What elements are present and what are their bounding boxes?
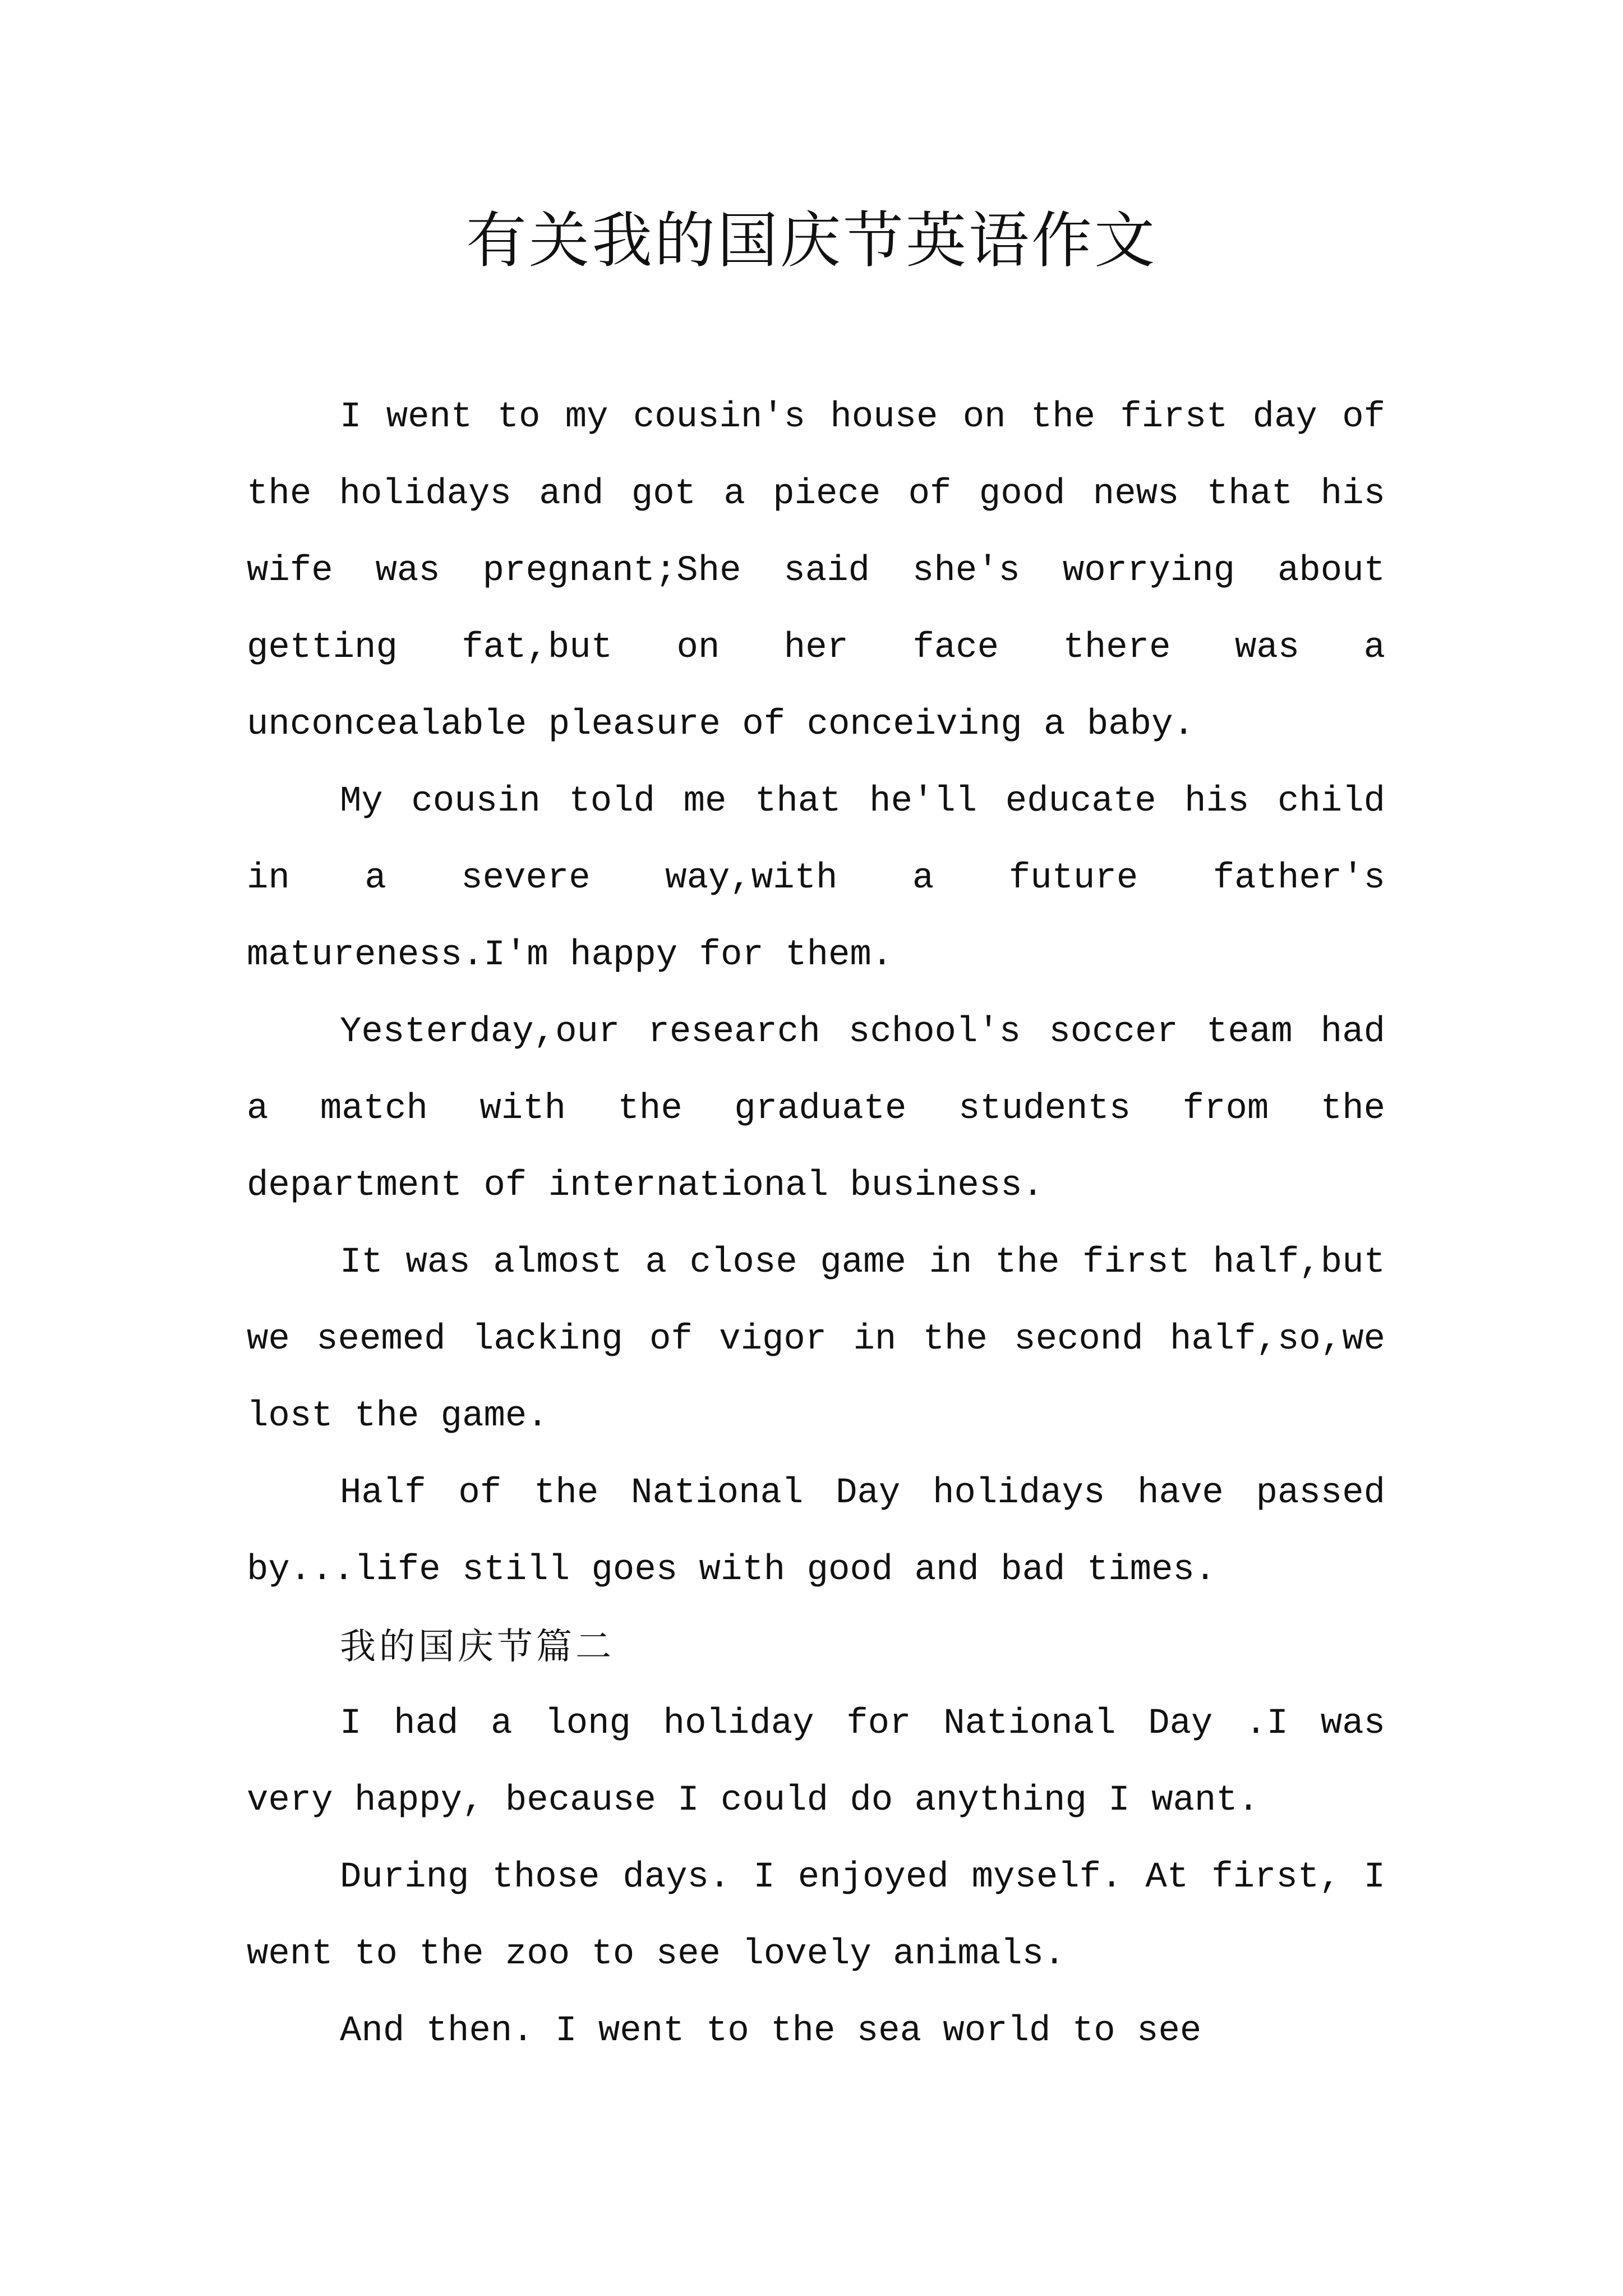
paragraph-3: Yesterday,our research school's soccer team had a match with the graduate students from the department of international business. — [247, 1012, 1385, 1206]
paragraph-1: I went to my cousin's house on the first day of the holidays and got a piece of good news that his wife was pregnant;She said she's worrying about getting fat,but on her face there was a unconcealable pleasure of conceiving a baby. — [247, 397, 1385, 745]
paragraph-8: And then. I went to the sea world to see — [340, 2011, 1202, 2051]
document-title: 有关我的国庆节英语作文 — [465, 206, 1157, 276]
paragraph-2: My cousin told me that he'll educate his child in a severe way,with a future father's matureness.I'm happy for them. — [247, 781, 1385, 976]
document-body — [247, 379, 1385, 2070]
paragraph-7: During those days. I enjoyed myself. At first, I went to the zoo to see lovely animals. — [247, 1857, 1385, 1975]
paragraph-4: It was almost a close game in the first half,but we seemed lacking of vigor in the second half,so,we lost the game. — [247, 1243, 1385, 1437]
paragraph-5: Half of the National Day holidays have passed by...life still goes with good and bad times. — [247, 1473, 1385, 1590]
paragraph-6: I had a long holiday for National Day .I was very happy, because I could do anything I want. — [247, 1704, 1385, 1821]
section-heading: 我的国庆节篇二 — [340, 1626, 615, 1668]
